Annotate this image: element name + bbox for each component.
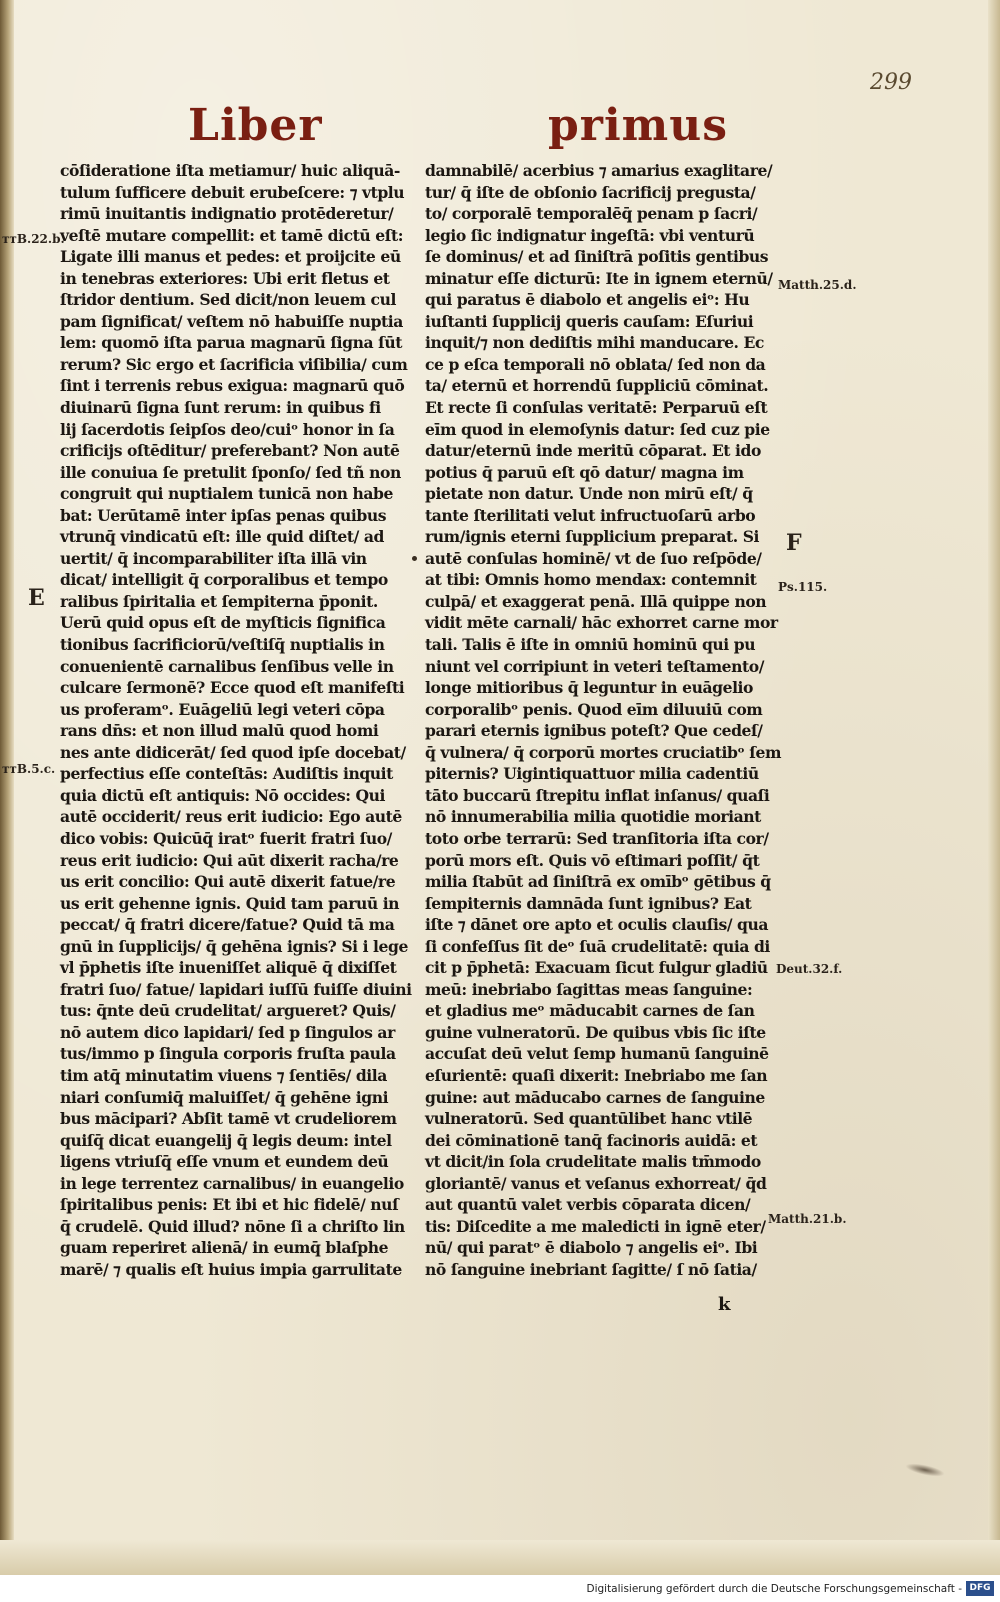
text-line: rans dn̄s: et non illud malū quod homi	[60, 721, 379, 741]
text-line: bus mācipari? Abſit tamē vt crudeliorem	[60, 1109, 397, 1129]
running-head-right: primus	[548, 100, 728, 151]
text-line: rimū inuitantis indignatio protēderetur/	[60, 204, 394, 224]
text-line: to/ corporalē temporalēq̄ penam p ſacri/	[425, 204, 758, 224]
text-line: Ligate illi manus et pedes: et proijcite eū	[60, 247, 401, 267]
text-line: iſte ⁊ dānet ore apto et oculis clauſis/ qua	[425, 915, 769, 935]
text-line: cōſideratione iſta metiamur/ huic aliquā-	[60, 161, 400, 180]
text-line: tus: q̄nte deū crudelitat/ argueret? Quis/	[60, 1001, 396, 1021]
text-line: pam ſignificat/ veſtem nō habuiſſe nuptia	[60, 311, 403, 331]
text-line: tur/ q̄ iſte de obſonio ſacrificij pregusta/	[425, 182, 756, 202]
text-line: toto orbe terrarū: Sed tranſitoria iſta cor/	[425, 828, 769, 848]
ink-smudge	[904, 1461, 945, 1479]
text-line: ſempiternis damnāda ſunt ignibus? Eat	[425, 893, 752, 913]
text-line: rum/ignis eterni ſupplicium preparat. Si	[425, 527, 759, 547]
text-line: ſpiritalibus penis: Et ibi et hic fidelē/ nuſ	[60, 1195, 399, 1215]
text-line: corporalibᵒ penis. Quod eīm diluuiū com	[425, 699, 763, 719]
text-line: autē conſulas hominē/ vt de ſuo reſpōde/	[425, 548, 762, 568]
text-line: Et recte ſi conſulas veritatē: Perparuū eſt	[425, 398, 768, 418]
text-column-left	[60, 160, 410, 1280]
folio-number: 299	[870, 70, 912, 95]
text-line: ralibus ſpiritalia et ſempiterna p̄ponit.	[60, 591, 378, 611]
margin-note-citation: Ps.115.	[778, 580, 828, 594]
text-line: tante ſterilitati velut infructuoſarū arbo	[425, 505, 756, 525]
text-line: veſtē mutare compellit: et tamē dictū eſt:	[60, 225, 404, 245]
margin-note-citation: ᴛᴛB.5.c.	[2, 762, 56, 776]
footer-credit: Digitalisierung gefördert durch die Deutsche Forschungsgemeinschaft -	[586, 1583, 962, 1595]
running-head-left: Liber	[188, 100, 323, 151]
text-line: ſi confeſſus ſit deᵒ ſuā crudelitatē: quia di	[425, 936, 770, 956]
text-line: in lege terrentez carnalibus/ in euangelio	[60, 1173, 404, 1193]
text-line: fratri ſuo/ fatue/ lapidari iuſſū fuiſſe diuini	[60, 979, 412, 999]
page-bottom-edge	[0, 1540, 1000, 1575]
text-line: damnabilē/ acerbius ⁊ amarius exaglitare/	[425, 161, 773, 180]
margin-note-citation: ᴛᴛB.22.b.	[2, 232, 65, 246]
text-line: reus erit iudicio: Qui aūt dixerit racha/re	[60, 850, 399, 870]
text-line: parari eternis ignibus poteſt? Que cedeſ/	[425, 721, 763, 741]
text-line: at tibi: Omnis homo mendax: contemnit	[425, 570, 757, 590]
text-line: aut quantū valet verbis cōparata dicen/	[425, 1195, 751, 1215]
text-line: us erit concilio: Qui autē dixerit fatue/re	[60, 872, 396, 892]
text-line: perfectius eſſe conteſtās: Audiſtis inquit	[60, 764, 393, 784]
text-line: culpā/ et exaggerat penā. Illā quippe non	[425, 591, 767, 611]
text-line: ligens vtriuſq̄ eſſe vnum et eundem deū	[60, 1152, 389, 1172]
text-line: vtrunq̄ vindicatū eſt: ille quid diſtet/ ad	[60, 527, 384, 547]
text-line: crificijs oſtēditur/ preferebant? Non autē	[60, 441, 400, 461]
text-line: culcare ſermonē? Ecce quod eſt manifeſti	[60, 678, 405, 698]
text-line: ſe dominus/ et ad ſiniſtrā poſitis gentibus	[425, 247, 769, 267]
text-line: conuenientē carnalibus ſenſibus velle in	[60, 656, 394, 676]
margin-note-citation: Matth.25.d.	[778, 278, 857, 292]
text-line: vulneratorū. Sed quantūlibet hanc vtilē	[425, 1109, 753, 1129]
text-line: eīm quod in elemoſynis datur: ſed cuz pie	[425, 419, 770, 439]
text-line: q̄ vulnera/ q̄ corporū mortes cruciatibᵒ ſem	[425, 742, 782, 762]
text-line: eſurientē: quaſi dixerit: Inebriabo me ſan	[425, 1065, 768, 1085]
text-line: qui paratus ē diabolo et angelis eiᵒ: Hu	[425, 290, 750, 310]
text-line: longe mitioribus q̄ leguntur in euāgelio	[425, 678, 753, 698]
text-line: us erit gehenne ignis. Quid tam paruū in	[60, 893, 400, 913]
text-line: in tenebras exteriores: Ubi erit fletus et	[60, 268, 390, 288]
text-line: minatur eſſe dicturū: Ite in ignem eternū/	[425, 268, 773, 288]
text-line: nō ſanguine inebriant ſagitte/ ſ nō ſatia/	[425, 1259, 757, 1279]
text-line: piternis? Uigintiquattuor milia cadentiū	[425, 764, 759, 784]
text-line: ſint i terrenis rebus exigua: magnarū quō	[60, 376, 405, 396]
text-line: lij ſacerdotis ſeipſos deo/cuiᵒ honor in ſa	[60, 419, 395, 439]
text-line: nū/ qui paratᵒ ē diabolo ⁊ angelis eiᵒ. Ibi	[425, 1238, 758, 1258]
margin-note-citation: Matth.21.b.	[768, 1212, 847, 1226]
text-line: datur/eternū inde meritū cōparat. Et ido	[425, 441, 761, 461]
page-edge	[988, 0, 1000, 1575]
text-line: bat: Uerūtamē inter ipſas penas quibus	[60, 505, 387, 525]
text-line: et gladius meᵒ māducabit carnes de ſan	[425, 1001, 755, 1021]
text-line: iuſtanti ſupplicij queris cauſam: Eſuriui	[425, 311, 754, 331]
text-line: rerum? Sic ergo et ſacrificia viſibilia/ cum	[60, 354, 408, 374]
text-line: potius q̄ paruū eſt qō datur/ magna im	[425, 462, 744, 482]
text-line: Uerū quid opus eſt de myſticis ſignifica	[60, 613, 386, 633]
text-line: ſtridor dentium. Sed dicit/non leuem cul	[60, 290, 396, 310]
text-line: quiſq̄ dicat euangelij q̄ legis deum: intel	[60, 1130, 392, 1150]
text-line: vl p̄phetis iſte inueniſſet aliquē q̄ dixiſſet	[60, 958, 397, 978]
text-line: niari conſumiq̄ maluiſſet/ q̄ gehēne igni	[60, 1087, 389, 1107]
text-line: vidit mēte carnali/ hāc exhorret carne mor	[425, 613, 778, 633]
text-line: congruit qui nuptialem tunicā non habe	[60, 484, 393, 504]
text-line: tionibus ſacrificiorū/veſtiſq̄ nuptialis in	[60, 635, 385, 655]
text-line: tis: Diſcedite a me maledicti in ignē eter/	[425, 1216, 766, 1236]
margin-section-mark: F	[786, 530, 802, 556]
text-line: ta/ eternū et horrendū ſuppliciū cōminat.	[425, 376, 769, 396]
text-line: lem: quomō iſta parua magnarū ſigna ſūt	[60, 333, 402, 353]
text-line: inquit/⁊ non dediſtis mihi manducare. Ec	[425, 333, 764, 353]
ink-dot	[412, 556, 417, 561]
catchword: k	[718, 1294, 731, 1315]
text-line: tus/immo p ſingula corporis fruſta paula	[60, 1044, 396, 1064]
text-line: uertit/ q̄ incomparabiliter iſta illā vin	[60, 548, 367, 568]
text-line: tali. Talis ē iſte in omniū hominū qui pu	[425, 635, 756, 655]
text-line: autē occiderit/ reus erit iudicio: Ego autē	[60, 807, 402, 827]
text-line: gloriantē/ vanus et veſanus exhorreat/ q̄d	[425, 1173, 767, 1193]
text-line: diuinarū ſigna ſunt rerum: in quibus fi	[60, 398, 381, 418]
text-line: ce p eſca temporali nō oblata/ ſed non da	[425, 354, 766, 374]
text-line: dei cōminationē tanq̄ facinoris auidā: et	[425, 1130, 758, 1150]
text-line: dico vobis: Quicūq̄ iratᵒ fuerit fratri ſuo/	[60, 828, 392, 848]
text-line: ille conuiua ſe pretulit ſponſo/ ſed tñ non	[60, 462, 401, 482]
text-line: guine: aut māducabo carnes de ſanguine	[425, 1087, 765, 1107]
text-line: us proferamᵒ. Euāgeliū legi veteri cōpa	[60, 699, 385, 719]
text-column-right	[425, 160, 782, 1280]
text-line: nō innumerabilia milia quotidie moriant	[425, 807, 761, 827]
text-line: nes ante didicerāt/ ſed quod ipſe docebat/	[60, 742, 406, 762]
text-line: guam reperiret alienā/ in eumq̄ blaſphe	[60, 1238, 389, 1258]
text-line: meū: inebriabo ſagittas meas ſanguine:	[425, 979, 753, 999]
margin-section-mark: E	[28, 585, 45, 611]
text-line: legio ſic indignatur ingeſtā: vbi venturū	[425, 225, 755, 245]
text-line: gnū in ſupplicijs/ q̄ gehēna ignis? Si i lege	[60, 936, 408, 956]
text-line: porū mors eſt. Quis vō eſtimari poſſit/ q̄t	[425, 850, 760, 870]
text-line: cit p p̄phetā: Exacuam ſicut fulgur gladiū	[425, 958, 768, 978]
text-line: q̄ crudelē. Quid illud? nōne ſi a chriſto lin	[60, 1216, 405, 1236]
text-line: vt dicit/in ſola crudelitate malis tm̄modo	[425, 1152, 761, 1172]
text-line: tāto buccarū ſtrepitu inflat inſanus/ quaſi	[425, 785, 770, 805]
text-line: tulum ſufficere debuit erubeſcere: ⁊ vtplu	[60, 182, 405, 202]
text-line: marē/ ⁊ qualis eſt huius impia garrulitate	[60, 1259, 402, 1279]
text-line: tim atq̄ minutatim viuens ⁊ ſentiēs/ dila	[60, 1065, 387, 1085]
footer-bar	[0, 1575, 1000, 1602]
text-line: dicat/ intelligit q̄ corporalibus et tempo	[60, 570, 388, 590]
dfg-logo: DFG	[966, 1581, 994, 1596]
text-line: accuſat deū velut ſemp humanū ſanguinē	[425, 1044, 769, 1064]
text-line: quia dictū eſt antiquis: Nō occides: Qui	[60, 785, 385, 805]
text-line: guine vulneratorū. De quibus vbis ſic iſte	[425, 1022, 766, 1042]
text-line: milia ſtabūt ad ſiniſtrā ex omībᵒ gētibus q̄	[425, 872, 771, 892]
text-line: peccat/ q̄ fratri dicere/fatue? Quid tā ma	[60, 915, 395, 935]
text-line: niunt vel corripiunt in veteri teſtamento/	[425, 656, 764, 676]
text-line: nō autem dico lapidari/ ſed p ſingulos ar	[60, 1022, 395, 1042]
margin-note-citation: Deut.32.f.	[776, 962, 843, 976]
text-line: pietate non datur. Unde non mirū eſt/ q̄	[425, 484, 753, 504]
